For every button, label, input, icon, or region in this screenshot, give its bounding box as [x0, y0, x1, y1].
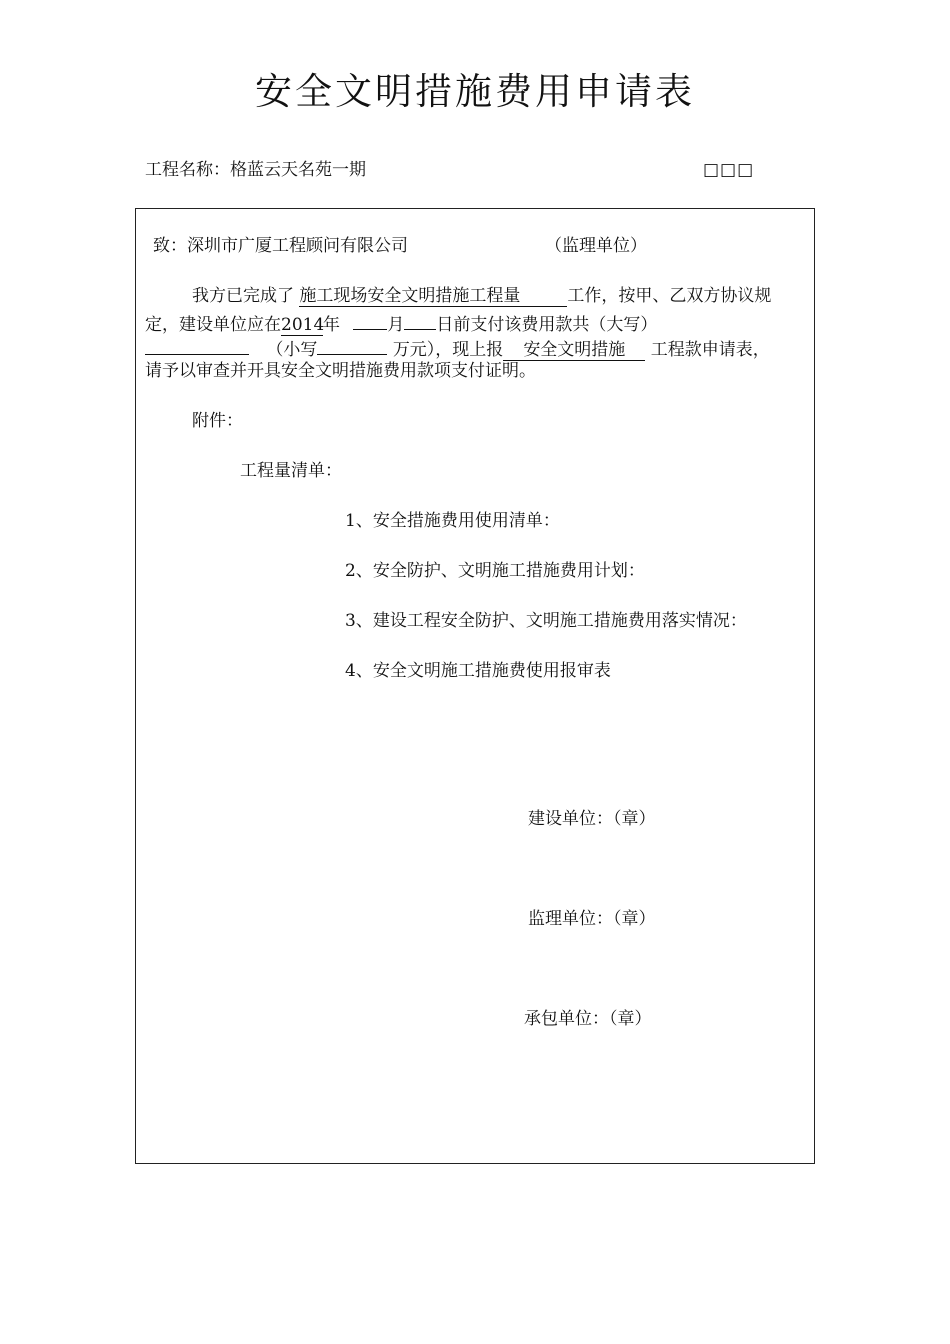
body-text: 年: [323, 315, 340, 335]
document-title: 安全文明措施费用申请表: [255, 70, 695, 113]
amount-lowercase-field: [317, 334, 387, 355]
owner-signature: 建设单位：（章）: [528, 809, 656, 829]
work-item-field: [299, 286, 567, 307]
project-name: 格蓝云天名苑一期: [230, 160, 366, 180]
body-text: 万元），现上报: [392, 340, 504, 360]
amount-uppercase-field: [145, 334, 249, 355]
body-text: 工程款申请表，: [650, 340, 770, 360]
body-text: 我方已完成了: [192, 286, 294, 306]
body-line-4: 请予以审查并开具安全文明措施费用款项支付证明。: [145, 361, 536, 381]
attachment-item: 1、安全措施费用使用清单：: [345, 511, 560, 531]
body-text: 月: [387, 315, 405, 335]
recipient-role: （监理单位）: [545, 236, 647, 256]
recipient-prefix: 致：: [153, 236, 187, 256]
month-field: [353, 309, 387, 330]
year-value: 2014: [281, 315, 325, 335]
code-boxes: □□□: [703, 160, 755, 180]
work-item-value: 施工现场安全文明措施工程量: [299, 286, 521, 306]
project-name-line: [145, 158, 366, 182]
attachment-item: 3、建设工程安全防护、文明施工措施费用落实情况：: [345, 611, 747, 631]
body-line-1: [145, 284, 857, 309]
contractor-signature: 承包单位：（章）: [524, 1009, 652, 1029]
body-text: 工作，按甲、乙双方协议规: [567, 286, 772, 306]
recipient-line: [153, 234, 408, 258]
day-field: [404, 309, 436, 330]
report-item-value: 安全文明措施: [523, 340, 626, 360]
attachments-list-title: 工程量清单：: [240, 461, 342, 481]
attachment-item: 2、安全防护、文明施工措施费用计划：: [345, 561, 645, 581]
body-text: 定，建设单位应在: [145, 315, 281, 335]
recipient-company: 深圳市广厦工程顾问有限公司: [187, 236, 408, 256]
body-text: 日前支付该费用款共（大写）: [436, 315, 658, 335]
project-label: 工程名称：: [145, 160, 230, 180]
report-item-field: [503, 340, 645, 361]
attachment-item: 4、安全文明施工措施费使用报审表: [345, 661, 611, 681]
supervisor-signature: 监理单位：（章）: [528, 909, 656, 929]
body-text: （小写: [266, 340, 318, 360]
year-field: [281, 315, 323, 336]
attachments-label: 附件：: [192, 411, 243, 431]
